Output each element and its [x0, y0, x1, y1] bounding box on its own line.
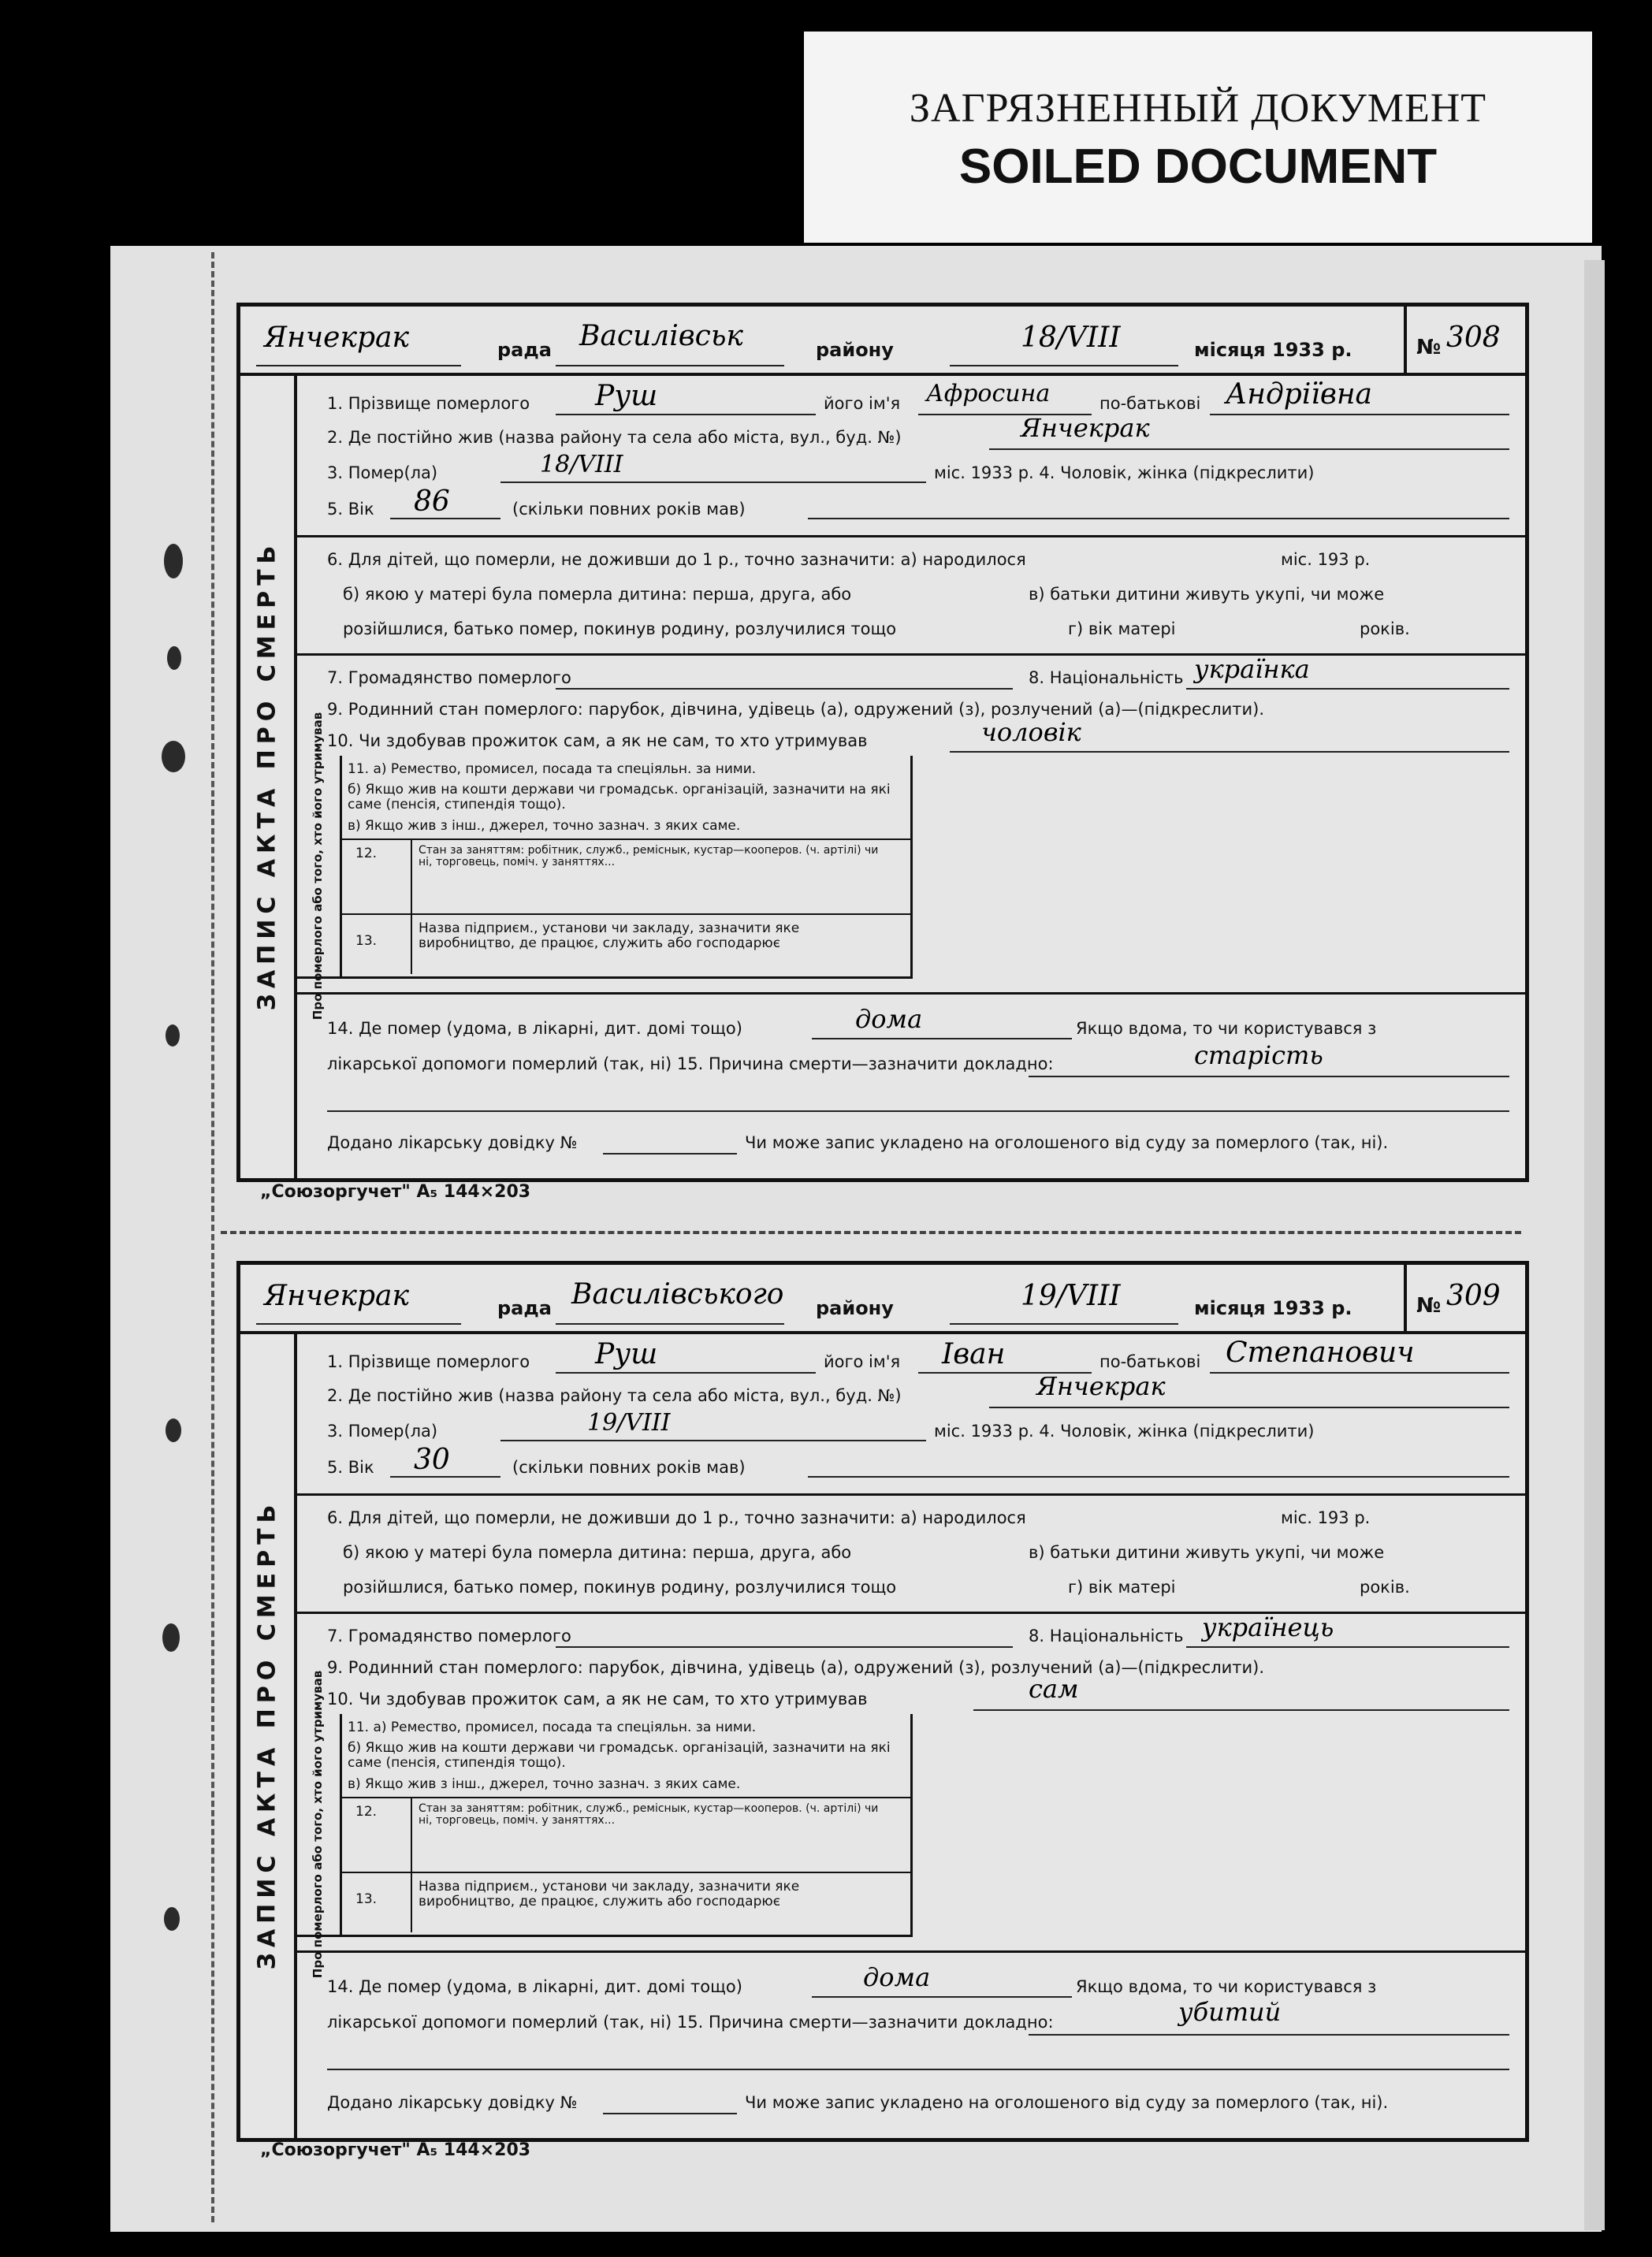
- cause-of-death-value: старість: [1194, 1040, 1323, 1070]
- age-value: 86: [414, 485, 450, 518]
- field-label: б) Якщо жив на кошти держави чи громадськ. організацій, зазначити на які саме (пенсія, стипендія тощо).: [348, 782, 891, 812]
- death-record-form-1: [236, 303, 1529, 1182]
- form-side-title: ЗАПИС АКТА ПРО СМЕРТЬ: [253, 540, 281, 1011]
- residence-value: Янчекрак: [1021, 413, 1150, 443]
- form-footer: „Союзоргучет" А₅ 144×203: [260, 1182, 531, 1202]
- record-number-box: [1404, 307, 1525, 373]
- field-label: 14. Де помер (удома, в лікарні, дит. домі тощо): [327, 1977, 742, 1996]
- field-label: 6. Для дітей, що померли, не доживши до 1 р., точно зазначити: а) народилося: [327, 1508, 1026, 1527]
- field-label: по-батькові: [1099, 394, 1201, 413]
- supported-by-value: чоловік: [981, 717, 1081, 747]
- record-number-box: [1404, 1265, 1525, 1331]
- field-label: розійшлися, батько помер, покинув родину, розлучилися тощо: [343, 619, 897, 638]
- residence-value: Янчекрак: [1036, 1371, 1166, 1401]
- raion-label: району: [816, 339, 894, 361]
- field-number: 13.: [355, 933, 378, 949]
- nationality-value: українка: [1194, 654, 1310, 684]
- raion-label: району: [816, 1297, 894, 1319]
- field-label: міс. 1933 р. 4. Чоловік, жінка (підкреслити): [934, 463, 1315, 482]
- subtable-side-label: Про померлого або того, хто його утримував: [311, 712, 325, 1021]
- month-label: місяця 1933 р.: [1194, 1297, 1352, 1319]
- field-label: 9. Родинний стан померлого: парубок, дівчина, удівець (а), одружений (з), розлучений (а)—(підкреслити).: [327, 1658, 1265, 1677]
- form-header: [240, 307, 1525, 376]
- rada-label: рада: [497, 1297, 552, 1319]
- name-value: Іван: [942, 1338, 1006, 1370]
- field-label: в) Якщо жив з інш., джерел, точно зазнач. з яких саме.: [348, 818, 741, 834]
- field-label: його ім'я: [824, 1352, 901, 1371]
- death-record-form-2: [236, 1261, 1529, 2142]
- field-label: Назва підприєм., установи чи закладу, зазначити яке виробництво, де працює, служить або господарює: [419, 920, 800, 951]
- form-sidebar: [240, 1331, 297, 2138]
- place-of-death-value: дома: [855, 1004, 923, 1034]
- field-label: 1. Прізвище померлого: [327, 1352, 530, 1371]
- subtable-side-label: Про померлого або того, хто його утримував: [311, 1670, 325, 1979]
- field-label: г) вік матері: [1068, 1578, 1176, 1597]
- age-value: 30: [414, 1444, 450, 1476]
- supported-by-value: сам: [1029, 1674, 1079, 1704]
- field-label: в) батьки дитини живуть укупі, чи може: [1029, 585, 1385, 604]
- field-label: б) Якщо жив на кошти держави чи громадськ. організацій, зазначити на які саме (пенсія, стипендія тощо).: [348, 1740, 891, 1771]
- binder-hole: [164, 1907, 180, 1931]
- field-label: б) якою у матері була померла дитина: перша, друга, або: [343, 585, 852, 604]
- field-number: 12.: [355, 1804, 378, 1820]
- field-label: 9. Родинний стан померлого: парубок, дівчина, удівець (а), одружений (з), розлучений (а)—(підкреслити).: [327, 700, 1265, 719]
- record-number: 309: [1446, 1280, 1501, 1312]
- field-label: Додано лікарську довідку №: [327, 1133, 578, 1152]
- binder-hole: [162, 1623, 180, 1652]
- soiled-document-label: [804, 32, 1592, 243]
- cause-of-death-value: убитий: [1178, 1997, 1282, 2027]
- field-label: (скільки повних років мав): [512, 500, 746, 519]
- form-header: [240, 1265, 1525, 1334]
- form-side-title: ЗАПИС АКТА ПРО СМЕРТЬ: [253, 1499, 281, 1970]
- binder-hole: [166, 1024, 180, 1047]
- field-label: 6. Для дітей, що померли, не доживши до 1 р., точно зазначити: а) народилося: [327, 550, 1026, 569]
- field-label: розійшлися, батько помер, покинув родину, розлучилися тощо: [343, 1578, 897, 1597]
- form-footer: „Союзоргучет" А₅ 144×203: [260, 2140, 531, 2160]
- field-label: 7. Громадянство померлого: [327, 1627, 571, 1645]
- field-label: міс. 193 р.: [1281, 1508, 1371, 1527]
- number-prefix: №: [1416, 1294, 1442, 1318]
- field-label: міс. 1933 р. 4. Чоловік, жінка (підкреслити): [934, 1422, 1315, 1441]
- field-label: 2. Де постійно жив (назва району та села або міста, вул., буд. №): [327, 1386, 902, 1405]
- field-label: б) якою у матері була померла дитина: перша, друга, або: [343, 1543, 852, 1562]
- field-number: 12.: [355, 846, 378, 861]
- field-label: 5. Вік: [327, 500, 374, 519]
- binder-hole: [167, 646, 181, 670]
- cut-line: [221, 1231, 1521, 1234]
- field-label: 3. Помер(ла): [327, 463, 438, 482]
- field-label: Стан за заняттям: робітник, служб., реміснык, кустар—кооперов. (ч. артілі) чи ні, торговець, поміч. у заняттях...: [419, 844, 879, 869]
- field-label: (скільки повних років мав): [512, 1458, 746, 1477]
- label-russian: ЗАГРЯЗНЕННЫЙ ДОКУМЕНТ: [909, 86, 1487, 131]
- field-label: 8. Національність: [1029, 668, 1184, 687]
- binder-hole: [166, 1419, 181, 1442]
- patronymic-value: Андріївна: [1226, 378, 1372, 411]
- record-number: 308: [1446, 322, 1501, 354]
- rada-value: Янчекрак: [264, 1280, 409, 1312]
- surname-value: Руш: [595, 1338, 658, 1370]
- field-label: г) вік матері: [1068, 619, 1176, 638]
- field-label: Додано лікарську довідку №: [327, 2093, 578, 2112]
- name-value: Афросина: [926, 380, 1051, 407]
- field-label: років.: [1360, 1578, 1410, 1597]
- field-label: Стан за заняттям: робітник, служб., реміснык, кустар—кооперов. (ч. артілі) чи ні, торговець, поміч. у заняттях...: [419, 1802, 879, 1828]
- raion-value: Василівськ: [579, 320, 743, 352]
- field-label: Якщо вдома, то чи користувався з: [1076, 1977, 1377, 1996]
- form-sidebar: [240, 373, 297, 1178]
- death-date-value: 19/VIII: [587, 1409, 671, 1437]
- perforation-line: [211, 252, 214, 2222]
- field-label: лікарської допомоги померлий (так, ні) 15. Причина смерти—зазначити докладно:: [327, 1054, 1054, 1073]
- patronymic-value: Степанович: [1226, 1337, 1415, 1369]
- binder-hole: [162, 741, 185, 772]
- nationality-value: українець: [1202, 1612, 1334, 1642]
- surname-value: Руш: [595, 380, 658, 412]
- place-of-death-value: дома: [863, 1962, 931, 1992]
- field-label: Назва підприєм., установи чи закладу, зазначити яке виробництво, де працює, служить або господарює: [419, 1879, 800, 1909]
- field-number: 13.: [355, 1891, 378, 1907]
- field-label: 3. Помер(ла): [327, 1422, 438, 1441]
- field-label: лікарської допомоги померлий (так, ні) 15. Причина смерти—зазначити докладно:: [327, 2013, 1054, 2032]
- field-label: 11. а) Ремество, промисел, посада та спеціяльн. за ними.: [348, 761, 757, 777]
- field-label: по-батькові: [1099, 1352, 1201, 1371]
- field-label: 14. Де помер (удома, в лікарні, дит. домі тощо): [327, 1019, 742, 1038]
- field-label: 5. Вік: [327, 1458, 374, 1477]
- field-label: 1. Прізвище померлого: [327, 394, 530, 413]
- death-date-value: 18/VIII: [540, 451, 623, 478]
- field-label: міс. 193 р.: [1281, 550, 1371, 569]
- field-label: Чи може запис укладено на оголошеного від суду за померлого (так, ні).: [745, 2093, 1389, 2112]
- field-label: 11. а) Ремество, промисел, посада та спеціяльн. за ними.: [348, 1720, 757, 1735]
- raion-value: Василівського: [571, 1278, 784, 1311]
- page-edge: [1584, 260, 1605, 2230]
- month-label: місяця 1933 р.: [1194, 339, 1352, 361]
- field-label: 2. Де постійно жив (назва району та села або міста, вул., буд. №): [327, 428, 902, 447]
- date-value: 19/VIII: [1021, 1280, 1121, 1312]
- field-label: 10. Чи здобував прожиток сам, а як не сам, то хто утримував: [327, 1690, 868, 1709]
- field-label: його ім'я: [824, 394, 901, 413]
- field-label: років.: [1360, 619, 1410, 638]
- label-english: SOILED DOCUMENT: [958, 139, 1438, 194]
- field-label: в) Якщо жив з інш., джерел, точно зазнач. з яких саме.: [348, 1776, 741, 1792]
- field-label: Чи може запис укладено на оголошеного від суду за померлого (так, ні).: [745, 1133, 1389, 1152]
- field-label: 8. Національність: [1029, 1627, 1184, 1645]
- rada-label: рада: [497, 339, 552, 361]
- field-label: в) батьки дитини живуть укупі, чи може: [1029, 1543, 1385, 1562]
- date-value: 18/VIII: [1021, 322, 1121, 354]
- field-label: 10. Чи здобував прожиток сам, а як не сам, то хто утримував: [327, 731, 868, 750]
- number-prefix: №: [1416, 336, 1442, 359]
- field-label: Якщо вдома, то чи користувався з: [1076, 1019, 1377, 1038]
- field-label: 7. Громадянство померлого: [327, 668, 571, 687]
- rada-value: Янчекрак: [264, 322, 409, 354]
- binder-hole: [164, 544, 183, 578]
